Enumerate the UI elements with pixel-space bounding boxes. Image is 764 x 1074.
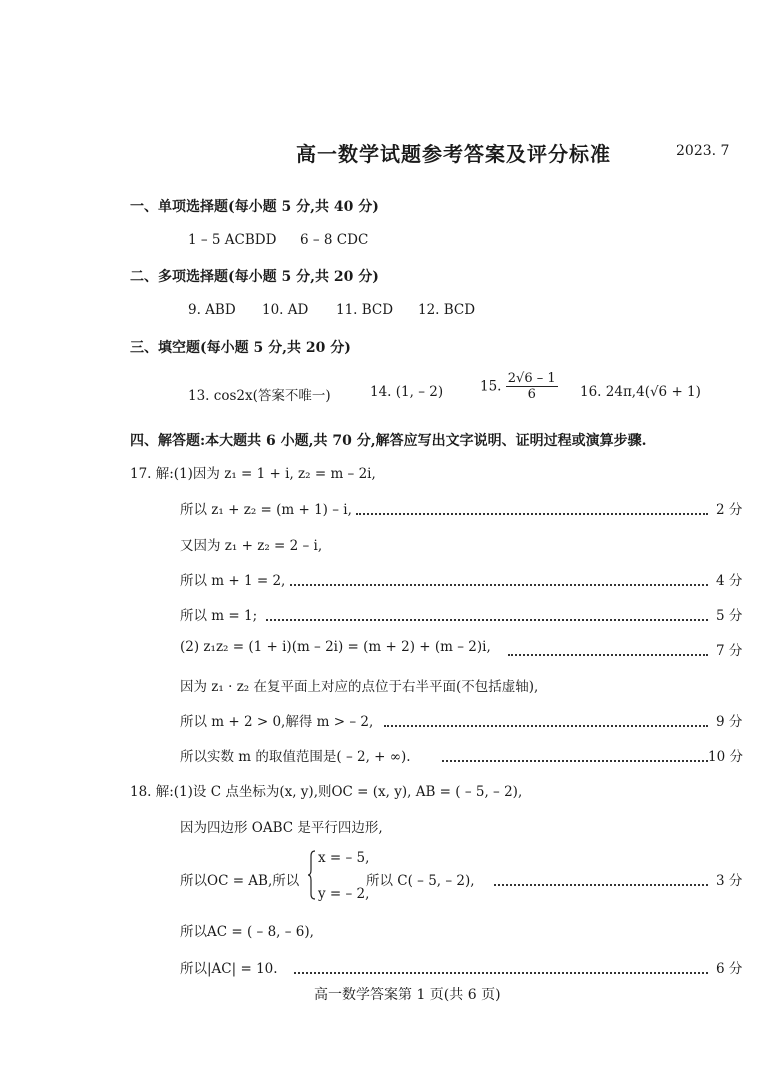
q17-line: (2) z₁z₂ = (1 + i)(m – 2i) = (m + 2) + (m – 2)i, [180, 639, 491, 655]
leader-dots [508, 654, 708, 656]
page-footer: 高一数学答案第 1 页(共 6 页) [314, 987, 501, 1003]
leader-dots [266, 619, 708, 621]
section-3-heading: 三、填空题(每小题 5 分,共 20 分) [130, 340, 351, 356]
s1-answer-1: 1 – 5 ACBDD [188, 232, 277, 248]
s3-q14: 14. (1, – 2) [370, 384, 444, 400]
leader-dots [356, 513, 708, 515]
leader-dots [442, 760, 708, 762]
q18-line-5: 所以|AC| = 10. [180, 961, 278, 977]
q18-line-4: 所以AC = ( – 8, – 6), [180, 924, 314, 940]
q15-label: 15. [480, 378, 502, 395]
q17-line: 又因为 z₁ + z₂ = 2 – i, [180, 538, 323, 554]
system-eq-1: x = – 5, [318, 850, 370, 866]
s2-answer-12: 12. BCD [418, 302, 476, 318]
q18-line-1: 18. 解:(1)设 C 点坐标为(x, y),则OC = (x, y), AB = ( – 5, – 2), [130, 784, 523, 800]
leader-dots [294, 972, 708, 974]
q18-line-3b: 所以 C( – 5, – 2), [366, 873, 475, 889]
q17-line: 所以 z₁ + z₂ = (m + 1) – i, [180, 502, 352, 518]
s3-q15 [480, 371, 558, 402]
q17-line: 所以 m + 1 = 2, [180, 573, 286, 589]
q15-fraction [506, 371, 558, 402]
leader-dots [290, 584, 708, 586]
q17-score: 10 分 [708, 749, 743, 765]
s1-answer-2: 6 – 8 CDC [300, 232, 369, 248]
q18-line-3a: 所以OC = AB,所以 [180, 873, 300, 889]
s2-answer-11: 11. BCD [336, 302, 394, 318]
q17-score: 5 分 [716, 608, 743, 624]
q17-line: 因为 z₁ · z₂ 在复平面上对应的点位于右半平面(不包括虚轴), [180, 679, 539, 695]
q17-line: 所以实数 m 的取值范围是( – 2, + ∞). [180, 749, 411, 765]
q17-score: 7 分 [716, 643, 743, 659]
s3-q13: 13. cos2x(答案不唯一) [188, 388, 331, 404]
q18-line-2: 因为四边形 OABC 是平行四边形, [180, 820, 383, 836]
s3-q16: 16. 24π,4(√6 + 1) [580, 384, 701, 400]
q18-score-6: 6 分 [716, 961, 743, 977]
q15-numerator: 2√6 – 1 [507, 371, 556, 386]
page-title: 高一数学试题参考答案及评分标准 [296, 142, 611, 166]
q17-score: 2 分 [716, 502, 743, 518]
section-4-heading: 四、解答题:本大题共 6 小题,共 70 分,解答应写出文字说明、证明过程或演算步骤. [130, 433, 647, 449]
q15-denominator: 6 [527, 387, 536, 402]
q18-score-3: 3 分 [716, 873, 743, 889]
s2-answer-9: 9. ABD [188, 302, 236, 318]
q17-score: 4 分 [716, 573, 743, 589]
date: 2023. 7 [676, 143, 730, 159]
q17-line: 所以 m = 1; [180, 608, 258, 624]
system-brace [308, 850, 316, 900]
section-1-heading: 一、单项选择题(每小题 5 分,共 40 分) [130, 199, 379, 215]
leader-dots [494, 884, 708, 886]
system-eq-2: y = – 2, [318, 886, 370, 902]
q17-line: 17. 解:(1)因为 z₁ = 1 + i, z₂ = m – 2i, [130, 466, 376, 482]
s2-answer-10: 10. AD [262, 302, 309, 318]
section-2-heading: 二、多项选择题(每小题 5 分,共 20 分) [130, 269, 379, 285]
q17-score: 9 分 [716, 714, 743, 730]
q17-line: 所以 m + 2 > 0,解得 m > – 2, [180, 714, 374, 730]
leader-dots [384, 725, 708, 727]
